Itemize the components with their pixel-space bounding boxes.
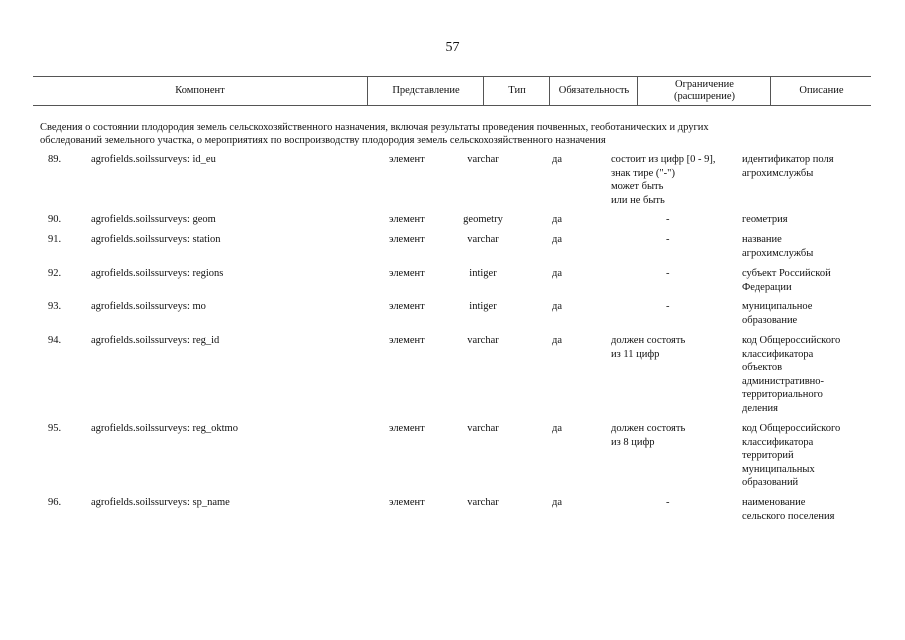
row-description-line: агрохимслужбы — [742, 247, 814, 259]
row-description-line: образований — [742, 477, 799, 488]
row-number: 93. — [48, 301, 62, 312]
row-description-line: агрохимслужбы — [742, 167, 814, 179]
row-representation: элемент — [389, 301, 425, 312]
row-component: agrofields.soilssurveys: mo — [91, 301, 206, 312]
row-description-line: классификатора — [742, 348, 814, 360]
row-constraint-line: - — [666, 497, 670, 508]
header-component: Компонент — [175, 85, 225, 96]
row-description-line: код Общероссийского — [742, 423, 841, 434]
row-description-line: классификатора — [742, 436, 814, 448]
row-description — [742, 496, 834, 523]
row-constraint — [666, 496, 670, 510]
row-constraint-line: - — [666, 214, 670, 225]
row-constraint — [666, 267, 670, 281]
row-description-line: идентификатор поля — [742, 154, 834, 165]
header-type: Тип — [483, 77, 550, 105]
row-required: да — [552, 154, 563, 165]
row-constraint-line: из 8 цифр — [611, 436, 655, 448]
row-constraint-line: или не быть — [611, 194, 665, 206]
row-number: 94. — [48, 335, 62, 346]
row-constraint-line: - — [666, 268, 670, 279]
row-constraint-line: может быть — [611, 181, 664, 192]
row-constraint-line: из 11 цифр — [611, 348, 660, 360]
row-description-line: сельского поселения — [742, 510, 835, 522]
row-description-line: административно- — [742, 375, 825, 387]
row-description-line: Федерации — [742, 281, 792, 293]
table-header — [33, 76, 871, 106]
row-required: да — [552, 301, 563, 312]
row-component: agrofields.soilssurveys: sp_name — [91, 497, 230, 508]
row-description-line: объектов — [742, 362, 783, 373]
section-title — [40, 121, 840, 147]
header-constraint-line2: (расширение) — [673, 91, 736, 102]
row-constraint-line: должен состоять — [611, 335, 686, 346]
header-description: Описание — [770, 77, 872, 105]
row-description — [742, 233, 813, 260]
row-constraint — [666, 213, 670, 227]
row-description — [742, 300, 812, 327]
row-representation: элемент — [389, 234, 425, 245]
row-description — [742, 334, 840, 415]
row-type: geometry — [463, 214, 503, 225]
row-constraint — [611, 153, 716, 207]
row-constraint — [611, 422, 685, 449]
row-component: agrofields.soilssurveys: reg_oktmo — [91, 423, 238, 434]
page-number: 57 — [445, 40, 460, 55]
row-representation: элемент — [389, 335, 425, 346]
section-title-line: Сведения о состоянии плодородия земель сельскохозяйственного назначения, включая результаты проведения почвенных, геоботанических и других — [40, 122, 709, 133]
row-required: да — [552, 497, 563, 508]
row-constraint — [666, 233, 670, 247]
row-required: да — [552, 268, 563, 279]
row-description-line: территорий — [742, 450, 794, 461]
row-representation: элемент — [389, 423, 425, 434]
row-type: varchar — [467, 497, 499, 508]
row-number: 90. — [48, 214, 62, 225]
row-type: varchar — [467, 335, 499, 346]
header-representation: Представление — [367, 77, 484, 105]
row-required: да — [552, 234, 563, 245]
row-component: agrofields.soilssurveys: station — [91, 234, 221, 245]
row-number: 95. — [48, 423, 62, 434]
row-number: 96. — [48, 497, 62, 508]
row-constraint-line: состоит из цифр [0 - 9], — [611, 154, 716, 165]
row-description — [742, 267, 831, 294]
row-description-line: субъект Российской — [742, 268, 831, 279]
row-constraint-line: знак тире ("-") — [611, 167, 675, 179]
row-component: agrofields.soilssurveys: regions — [91, 268, 224, 279]
row-component: agrofields.soilssurveys: reg_id — [91, 335, 220, 346]
row-description-line: территориального — [742, 389, 823, 400]
row-type: varchar — [467, 234, 499, 245]
row-representation: элемент — [389, 268, 425, 279]
row-description-line: название — [742, 234, 782, 245]
row-type: varchar — [467, 154, 499, 165]
row-description-line: муниципальных — [742, 463, 815, 475]
row-description-line: геометрия — [742, 214, 788, 225]
row-constraint — [611, 334, 685, 361]
row-constraint-line: - — [666, 301, 670, 312]
row-required: да — [552, 335, 563, 346]
section-title-line: обследований земельного участка, о мероприятиях по воспроизводству плодородия земель сельскохозяйственного назначения — [40, 135, 606, 146]
row-description — [742, 422, 840, 490]
row-description-line: муниципальное — [742, 301, 813, 312]
row-constraint-line: - — [666, 234, 670, 245]
row-constraint — [666, 300, 670, 314]
row-number: 89. — [48, 154, 62, 165]
row-description — [742, 213, 788, 227]
row-type: varchar — [467, 423, 499, 434]
row-description-line: деления — [742, 402, 778, 414]
row-component: agrofields.soilssurveys: id_eu — [91, 154, 216, 165]
row-description — [742, 153, 834, 180]
row-representation: элемент — [389, 154, 425, 165]
row-description-line: образование — [742, 314, 798, 326]
row-type: intiger — [469, 301, 497, 312]
row-required: да — [552, 214, 563, 225]
header-constraint — [637, 77, 771, 105]
row-component: agrofields.soilssurveys: geom — [91, 214, 216, 225]
row-type: intiger — [469, 268, 497, 279]
row-required: да — [552, 423, 563, 434]
header-constraint-line1: Ограничение — [675, 79, 734, 90]
row-description-line: наименование — [742, 497, 806, 508]
row-representation: элемент — [389, 214, 425, 225]
row-number: 91. — [48, 234, 62, 245]
row-representation: элемент — [389, 497, 425, 508]
header-required: Обязательность — [549, 77, 638, 105]
row-constraint-line: должен состоять — [611, 423, 686, 434]
row-number: 92. — [48, 268, 62, 279]
row-description-line: код Общероссийского — [742, 335, 841, 346]
